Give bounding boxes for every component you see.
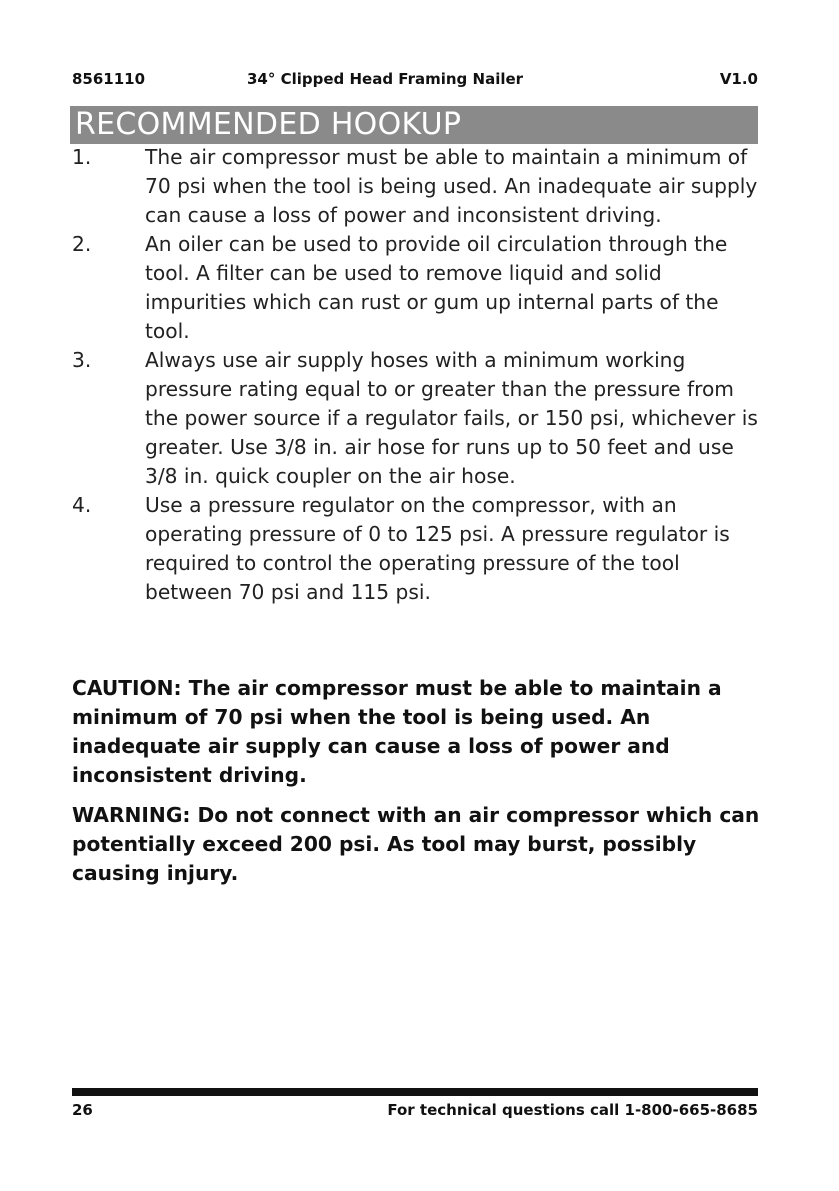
item-number: 2.	[72, 232, 92, 256]
list-item	[72, 230, 772, 346]
list-item	[72, 491, 772, 607]
item-number: 1.	[72, 145, 92, 169]
product-title: 34° Clipped Head Framing Nailer	[247, 70, 524, 88]
page-footer	[72, 1101, 758, 1123]
item-text: Always use air supply hoses with a minimum working pressure rating equal to or greater than the pressure from the power source if a regulator fails, or 150 psi, whichever is greater. Use 3/8 in. air hose for runs up to 50 feet and use 3/8 in. quick coupler on the air hose.	[145, 348, 758, 488]
hookup-steps-list	[72, 143, 772, 607]
section-heading-bar	[70, 106, 758, 144]
version-label: V1.0	[719, 70, 758, 88]
support-phone-text: For technical questions call 1-800-665-8685	[387, 1101, 758, 1119]
caution-notice: CAUTION: The air compressor must be able to maintain a minimum of 70 psi when the tool is being used. An inadequate air supply can cause a loss of power and inconsistent driving.	[72, 676, 722, 787]
warning-notice: WARNING: Do not connect with an air compressor which can potentially exceed 200 psi. As tool may burst, possibly causing injury.	[72, 803, 760, 885]
item-text: Use a pressure regulator on the compressor, with an operating pressure of 0 to 125 psi. A pressure regulator is required to control the operating pressure of the tool between 70 psi and 115 psi.	[145, 493, 730, 604]
page-number: 26	[72, 1101, 93, 1119]
item-number: 4.	[72, 493, 92, 517]
item-text: The air compressor must be able to maintain a minimum of 70 psi when the tool is being used. An inadequate air supply can cause a loss of power and inconsistent driving.	[145, 145, 758, 227]
footer-divider	[72, 1088, 758, 1096]
section-title: RECOMMENDED HOOKUP	[75, 107, 462, 142]
list-item	[72, 143, 772, 230]
list-item	[72, 346, 772, 491]
model-number: 8561110	[72, 70, 146, 88]
item-text: An oiler can be used to provide oil circulation through the tool. A filter can be used to remove liquid and solid impurities which can rust or gum up internal parts of the tool.	[145, 232, 728, 343]
item-number: 3.	[72, 348, 92, 372]
page-header	[72, 70, 758, 92]
